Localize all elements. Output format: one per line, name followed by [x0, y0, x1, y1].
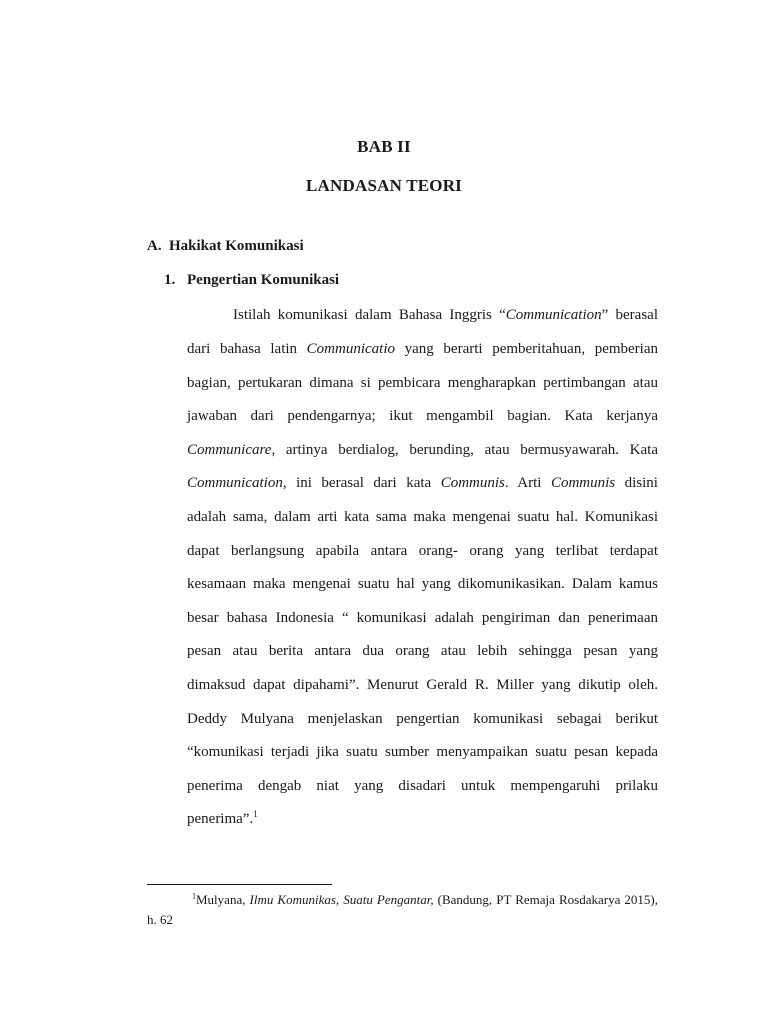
section-title: Hakikat Komunikasi	[169, 238, 304, 254]
paragraph-line: Istilah komunikasi dalam Bahasa Inggris “Communication” berasal	[233, 307, 658, 323]
section-marker: A.	[147, 238, 162, 254]
paragraph-line: pesan atau berita antara dua orang atau lebih sehingga pesan yang	[187, 643, 658, 659]
paragraph-line: Communication, ini berasal dari kata Communis. Arti Communis disini	[187, 475, 658, 491]
paragraph-line: adalah sama, dalam arti kata sama maka mengenai suatu hal. Komunikasi	[187, 509, 658, 525]
chapter-title: LANDASAN TEORI	[306, 176, 462, 195]
subsection-heading	[164, 272, 339, 289]
subsection-marker: 1.	[164, 272, 176, 288]
paragraph-line: penerima dengab niat yang disadari untuk mempengaruhi prilaku	[187, 778, 658, 794]
paragraph-line: “komunikasi terjadi jika suatu sumber menyampaikan suatu pesan kepada	[187, 744, 658, 760]
paragraph-line: Communicare, artinya berdialog, berunding, atau bermusyawarah. Kata	[187, 442, 658, 458]
paragraph-line: dari bahasa latin Communicatio yang berarti pemberitahuan, pemberian	[187, 341, 658, 357]
paragraph-line: dimaksud dapat dipahami”. Menurut Gerald R. Miller yang dikutip oleh.	[187, 677, 658, 693]
footnote-marker: 1	[192, 891, 196, 901]
paragraph-line: jawaban dari pendengarnya; ikut mengambil bagian. Kata kerjanya	[187, 408, 658, 424]
footnote-divider	[147, 884, 332, 885]
footnote-reference[interactable]: 1	[253, 809, 258, 819]
footnote-line: $^1$Mulyana, Ilmu Komunikas, Suatu Pengantar, (Bandung, PT Remaja Rosdakarya 2015),	[192, 891, 658, 907]
subsection-title: Pengertian Komunikasi	[187, 272, 340, 288]
paragraph-line: besar bahasa Indonesia “ komunikasi adalah pengiriman dan penerimaan	[187, 610, 658, 626]
footnote-page: h. 62	[147, 912, 173, 927]
chapter-number: BAB II	[357, 137, 411, 156]
paragraph-line: dapat berlangsung apabila antara orang- orang yang terlibat terdapat	[187, 543, 658, 559]
paragraph-line: Deddy Mulyana menjelaskan pengertian komunikasi sebagai berikut	[187, 711, 658, 727]
paragraph-line: kesamaan maka mengenai suatu hal yang dikomunikasikan. Dalam kamus	[187, 576, 658, 592]
section-heading	[147, 238, 304, 255]
paragraph-line: bagian, pertukaran dimana si pembicara mengharapkan pertimbangan atau	[187, 375, 658, 391]
paragraph-line: penerima”.$^1$	[187, 809, 258, 827]
